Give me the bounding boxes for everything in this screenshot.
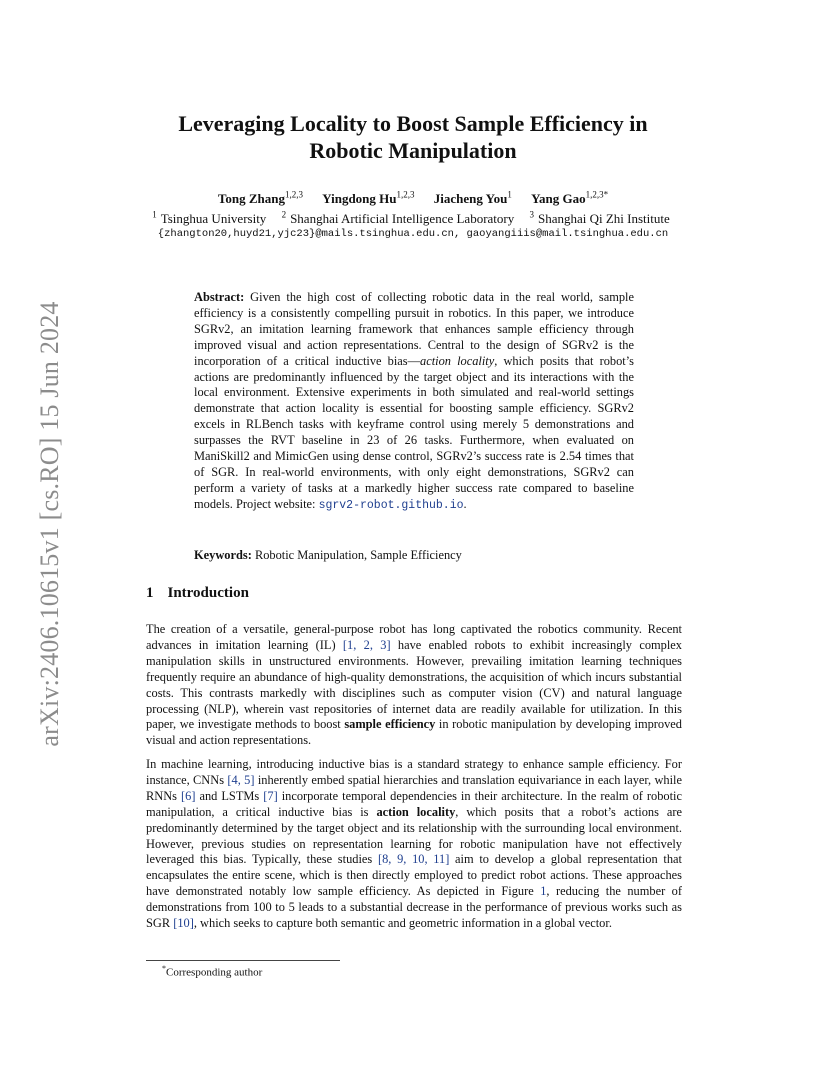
footnote-mark: * xyxy=(162,964,166,973)
section-heading-introduction xyxy=(146,585,249,602)
bold-term: sample efficiency xyxy=(344,717,436,732)
author xyxy=(531,191,608,206)
section-number: 1 xyxy=(146,585,154,601)
citation-link[interactable]: [10] xyxy=(173,916,194,931)
figure-link[interactable]: 1 xyxy=(540,884,547,899)
author xyxy=(218,191,303,206)
author-name: Yang Gao xyxy=(531,191,586,207)
affiliation: $^1$ Tsinghua University xyxy=(152,210,267,227)
author-affiliation-mark: 1,2,3 xyxy=(396,190,415,200)
citation-link[interactable]: [1, 2, 3] xyxy=(342,637,391,652)
author-affiliation-mark: 1,2,3 xyxy=(284,190,303,200)
affiliation-list xyxy=(120,210,706,227)
keywords: Keywords: Robotic Manipulation, Sample Efficiency xyxy=(194,548,462,562)
keywords-label: Keywords: xyxy=(194,548,252,562)
author-emails[interactable]: {zhangton20,huyd21,yjc23}@mails.tsinghua.edu.cn, gaoyangiiis@mail.tsinghua.edu.cn xyxy=(157,228,669,240)
intro-paragraph-1: The creation of a versatile, general-purpose robot has long captivated the robotics community. Recent advances in imitation learning (IL) [1, 2, 3] have enabled robots to exhibit increasingly complex manipulation skills in unstructured environments. However, prevailing imitation learning techniques frequently require an abundance of high-quality demonstrations, the acquisition of which incurs substantial costs. This contrasts markedly with disciplines such as computer vision (CV) and natural language processing (NLP), wherein vast repositories of internet data are readily available for utilization. In this paper, we investigate methods to boost sample efficiency in robotic manipulation by developing improved visual and action representations. xyxy=(146,622,682,748)
bold-term: action locality xyxy=(376,804,456,819)
arxiv-identifier-stamp: arXiv:2406.10615v1 [cs.RO] 15 Jun 2024 xyxy=(35,301,64,747)
citation-link[interactable]: [4, 5] xyxy=(227,772,255,787)
footnote-divider xyxy=(146,960,340,961)
author-name: Yingdong Hu xyxy=(322,191,397,207)
author-list xyxy=(140,190,686,207)
affiliation: $^2$ Shanghai Artificial Intelligence Laboratory xyxy=(281,210,515,227)
title-line-2: Robotic Manipulation xyxy=(309,138,517,163)
abstract-label: Abstract: xyxy=(194,290,245,304)
author-affiliation-mark: 1,2,3* xyxy=(585,190,609,200)
intro-paragraph-2: In machine learning, introducing inductive bias is a standard strategy to enhance sample efficiency. For instance, CNNs [4, 5] inherently embed spatial hierarchies and translation equivariance in each layer, while RNNs [6] and LSTMs [7] incorporate temporal dependencies in their architecture. In the realm of robotic manipulation, a critical inductive bias is action locality, which posits that a robot’s actions are predominantly determined by the target object and its relationship with the surrounding local environment. However, previous studies on representation learning for robotic manipulation have not effectively leveraged this bias. Typically, these studies [8, 9, 10, 11] aim to develop a global representation that encapsulates the entire scene, which is then directly employed to predict robot actions. These approaches have demonstrated notably low sample efficiency. As depicted in Figure 1, reducing the number of demonstrations from 100 to 5 leads to a substantial decrease in the performance of previous works such as SGR [10], which seeks to capture both semantic and geometric information in a global vector. xyxy=(146,757,682,931)
author-name: Jiacheng You xyxy=(433,191,508,207)
section-title: Introduction xyxy=(167,585,249,601)
affiliation: $^3$ Shanghai Qi Zhi Institute xyxy=(529,210,670,227)
paper-title xyxy=(140,110,686,164)
citation-link[interactable]: [8, 9, 10, 11] xyxy=(377,852,450,867)
citation-link[interactable]: [6] xyxy=(181,788,196,803)
author-affiliation-mark: 1 xyxy=(507,190,512,200)
abstract: Abstract: Given the high cost of collecting robotic data in the real world, sample efficiency is a consistently compelling pursuit in robotics. In this paper, we introduce SGRv2, an imitation learning framework that enhances sample efficiency through improved visual and action representations. Central to the design of SGRv2 is the incorporation of a critical inductive bias—action locality, which posits that robot’s actions are predominantly influenced by the target object and its interactions with the local environment. Extensive experiments in both simulated and real-world settings demonstrate that action locality is essential for boosting sample efficiency. SGRv2 excels in RLBench tasks with keyframe control using merely 5 demonstrations and surpasses the RVT baseline in 23 of 26 tasks. Furthermore, when evaluated on ManiSkill2 and MimicGen using dense control, SGRv2’s success rate is 2.54 times that of SGR. In real-world environments, with only eight demonstrations, SGRv2 can perform a variety of tasks at a markedly higher success rate compared to baseline models. Project website: sgrv2-robot.github.io. xyxy=(194,290,634,512)
author-name: Tong Zhang xyxy=(217,191,285,207)
author xyxy=(434,191,512,206)
author xyxy=(322,191,414,206)
title-line-1: Leveraging Locality to Boost Sample Efficiency in xyxy=(178,111,648,136)
action-locality-emphasis: action locality xyxy=(420,353,495,368)
footnote: *Corresponding author xyxy=(162,964,263,979)
project-website-link[interactable]: sgrv2-robot.github.io xyxy=(318,498,464,512)
citation-link[interactable]: [7] xyxy=(263,788,278,803)
